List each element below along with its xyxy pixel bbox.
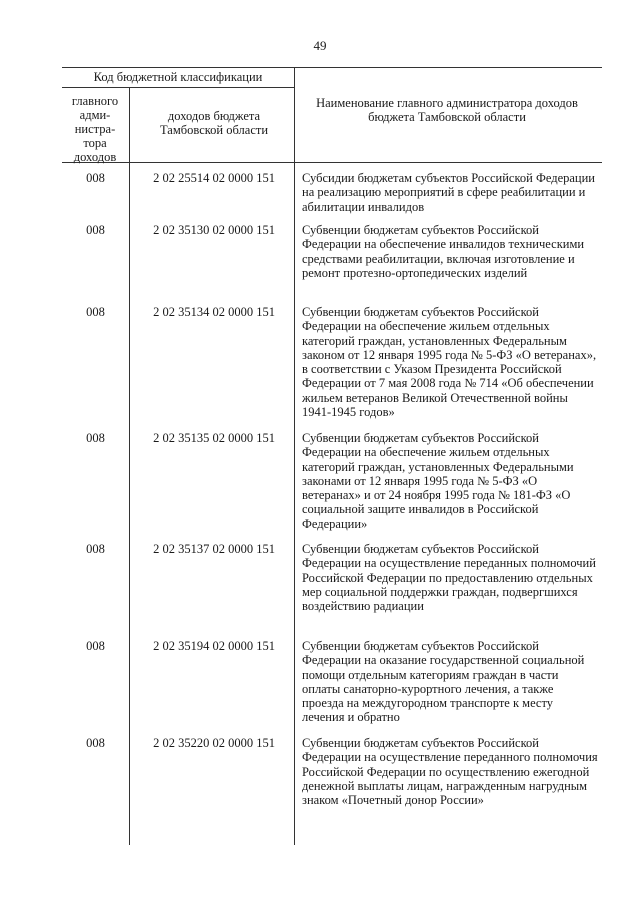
admin-column-divider	[129, 87, 130, 845]
income-code-cell: 2 02 35194 02 0000 151	[153, 639, 275, 653]
administrator-name-cell: Субсидии бюджетам субъектов Российской Федерации на реализацию мероприятий в сфере реабилитации и абилитации инвалидов	[302, 171, 595, 214]
income-code-cell: 2 02 35134 02 0000 151	[153, 305, 275, 319]
administrator-name-cell: Субвенции бюджетам субъектов Российской Федерации на оказание государственной социальной помощи отдельным категориям граждан в части оплаты санаторно-курортного лечения, а также проезда на междугородном транспорте к месту лечения и обратно	[302, 639, 585, 725]
income-code-cell: 2 02 35135 02 0000 151	[153, 431, 275, 445]
admin-code-cell: 008	[86, 171, 105, 185]
administrator-name-cell: Субвенции бюджетам субъектов Российской Федерации на обеспечение инвалидов техническими средствами реабилитации, включая изготовление и ремонт протезно-ортопедических изделий	[302, 223, 585, 280]
administrator-name-cell: Субвенции бюджетам субъектов Российской Федерации на обеспечение жильем отдельных категорий граждан, установленных Федеральными законами от 12 января 1995 года № 5-ФЗ «О ветеранах» и от 24 ноября 1995 года № 181-ФЗ «О социальной защите инвалидов в Российской Федерации»	[302, 431, 574, 531]
income-code-cell: 2 02 35220 02 0000 151	[153, 736, 275, 750]
administrator-name-cell: Субвенции бюджетам субъектов Российской Федерации на осуществление переданного полномочия Российской Федерации по осуществлению ежегодной денежной выплаты лицам, награжденным нагрудным знаком «Почетный донор России»	[302, 736, 598, 808]
page-number: 49	[313, 38, 327, 53]
header-bottom-rule	[62, 162, 602, 163]
admin-code-cell: 008	[86, 736, 105, 750]
admin-code-cell: 008	[86, 305, 105, 319]
header-income-column: доходов бюджета Тамбовской области	[159, 109, 269, 137]
name-column-divider	[294, 67, 295, 845]
group-header-rule	[62, 87, 294, 88]
income-code-cell: 2 02 25514 02 0000 151	[153, 171, 275, 185]
table-top-rule	[62, 67, 602, 68]
income-code-cell: 2 02 35130 02 0000 151	[153, 223, 275, 237]
income-code-cell: 2 02 35137 02 0000 151	[153, 542, 275, 556]
admin-code-cell: 008	[86, 223, 105, 237]
header-group-title: Код бюджетной классификации	[93, 70, 263, 84]
header-name-column: Наименование главного администратора доходов бюджета Тамбовской области	[316, 96, 578, 124]
administrator-name-cell: Субвенции бюджетам субъектов Российской Федерации на осуществление переданных полномочий Российской Федерации по предоставлению отдельных мер социальной поддержки граждан, подвергшихся воздействию радиации	[302, 542, 596, 614]
administrator-name-cell: Субвенции бюджетам субъектов Российской Федерации на обеспечение жильем отдельных категорий граждан, установленных Федеральным законом от 12 января 1995 года № 5-ФЗ «О ветеранах», в соответствии с Указом Президента Российской Федерации от 7 мая 2008 года № 714 «Об обеспечении жильем ветеранов Великой Отечественной войны 1941-1945 годов»	[302, 305, 597, 420]
admin-code-cell: 008	[86, 542, 105, 556]
admin-code-cell: 008	[86, 639, 105, 653]
admin-code-cell: 008	[86, 431, 105, 445]
header-admin-column: главного адми-нистра-тора доходов	[71, 94, 119, 164]
